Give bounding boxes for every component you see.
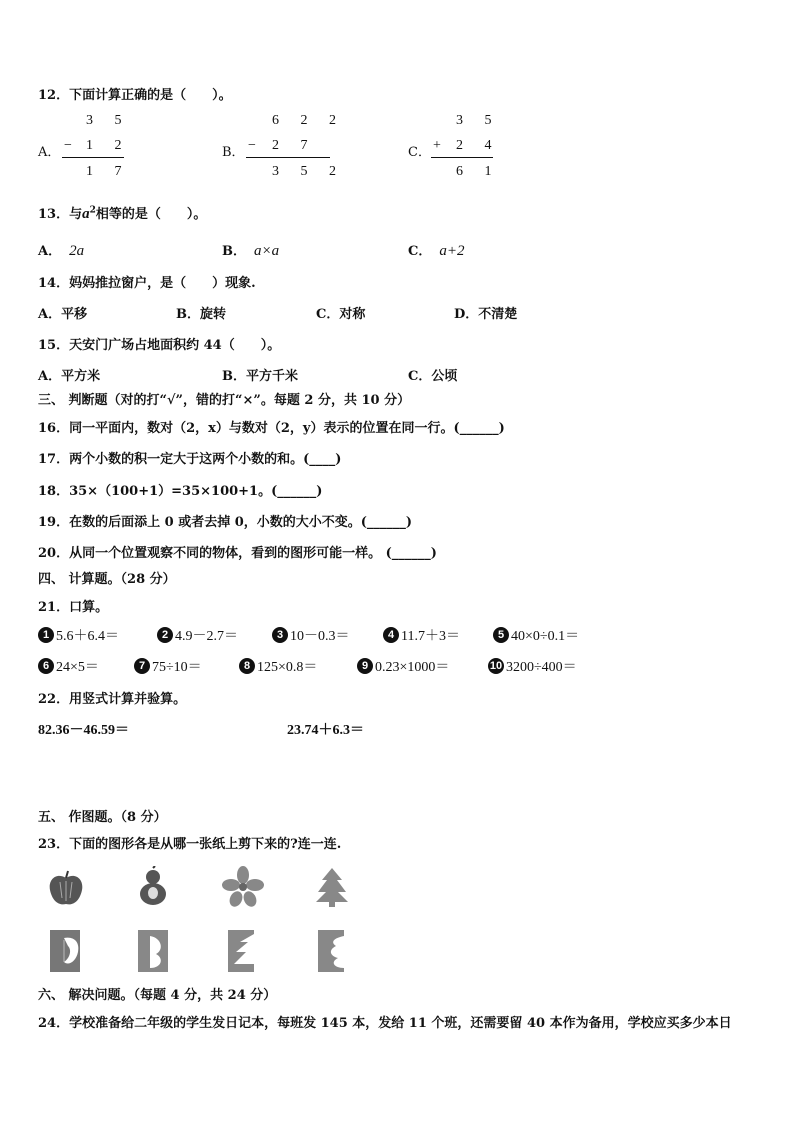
- vertical-rule: [246, 157, 330, 158]
- circled-number: 6: [38, 658, 54, 674]
- q13-exponent: 2: [89, 205, 96, 216]
- oral-item: [493, 625, 579, 645]
- q13-stem-suffix: 相等的是（ ）。: [95, 207, 207, 222]
- paper-cutout-3-icon: [226, 928, 256, 974]
- q13-option-a: [38, 240, 84, 260]
- option-label: B．: [222, 244, 246, 259]
- apple-cutout-icon: [46, 868, 86, 908]
- section-6-heading: 六、 解决问题。（每题 4 分，共 24 分）: [38, 988, 277, 1003]
- option-label: C．: [408, 244, 432, 259]
- vertical-result: 3 5 2: [272, 164, 345, 179]
- q14-option-b: B．旋转: [176, 307, 226, 322]
- vertical-top: 6 2 2: [272, 113, 345, 128]
- vertical-result: 1 7: [86, 164, 131, 179]
- oral-item: [272, 625, 350, 645]
- circled-number: 10: [489, 660, 503, 672]
- oral-expression: 0.23×1000＝: [375, 660, 450, 675]
- circled-number: 1: [38, 627, 54, 643]
- vertical-mid: 1 2: [86, 138, 131, 153]
- oral-item: [157, 625, 238, 645]
- vertical-top: 3 5: [86, 113, 131, 128]
- oral-item: [488, 656, 577, 676]
- q13-stem: [38, 203, 206, 223]
- q20: 20．从同一个位置观察不同的物体，看到的图形可能一样。 (______): [38, 546, 437, 561]
- q18: 18．35×（100+1）=35×100+1。(______): [38, 484, 323, 499]
- option-value: a+2: [439, 243, 465, 259]
- q17: 17．两个小数的积一定大于这两个小数的和。(____): [38, 452, 342, 467]
- section-4-heading: 四、 计算题。（28 分）: [38, 572, 176, 587]
- vertical-top: 3 5: [456, 113, 501, 128]
- paper-cutout-1-icon: [48, 928, 82, 974]
- vertical-result: 6 1: [456, 164, 501, 179]
- oral-expression: 3200÷400＝: [506, 660, 577, 675]
- q24: 24．学校准备给二年级的学生发日记本，每班发 145 本，发给 11 个班，还需要留 40 本作为备用，学校应买多少本日: [38, 1016, 732, 1031]
- oral-item: [38, 625, 119, 645]
- vertical-mid: 2 4: [456, 138, 501, 153]
- flower-cutout-icon: [222, 866, 264, 908]
- q21-stem: 21．口算。: [38, 600, 109, 615]
- oral-expression: 40×0÷0.1＝: [511, 629, 580, 644]
- oral-expression: 11.7＋3＝: [401, 629, 460, 644]
- option-label: B．: [222, 145, 245, 160]
- tree-cutout-icon: [314, 866, 350, 908]
- oral-item: [239, 656, 317, 676]
- q15-option-a: A．平方米: [38, 369, 101, 384]
- option-label: A．: [38, 244, 62, 259]
- q19: 19．在数的后面添上 0 或者去掉 0，小数的大小不变。(______): [38, 515, 413, 530]
- oral-item: [38, 656, 99, 676]
- option-label: C．: [408, 145, 431, 160]
- q13-stem-prefix: 13．与: [38, 207, 83, 222]
- option-value: a×a: [254, 243, 280, 259]
- option-value: 2a: [69, 243, 85, 259]
- vertical-op: +: [433, 138, 450, 153]
- vertical-rule: [62, 157, 124, 158]
- q23-stem: 23．下面的图形各是从哪一张纸上剪下来的?连一连.: [38, 837, 342, 852]
- q13-var: a: [82, 206, 90, 222]
- oral-expression: 24×5＝: [56, 660, 99, 675]
- gourd-cutout-icon: [136, 866, 170, 908]
- circled-number: 5: [493, 627, 509, 643]
- q22-expression-2: 23.74＋6.3＝: [287, 723, 364, 738]
- oral-expression: 10－0.3＝: [290, 629, 350, 644]
- paper-cutout-4-icon: [316, 928, 346, 974]
- circled-number: 2: [157, 627, 173, 643]
- q15-option-c: C．公顷: [408, 369, 458, 384]
- q14-option-a: A．平移: [38, 307, 88, 322]
- q16: 16．同一平面内，数对（2，x）与数对（2，y）表示的位置在同一行。(______): [38, 421, 505, 436]
- oral-expression: 5.6＋6.4＝: [56, 629, 119, 644]
- section-5-heading: 五、 作图题。（8 分）: [38, 810, 167, 825]
- oral-item: [357, 656, 449, 676]
- circled-number: 8: [239, 658, 255, 674]
- q14-option-d: D．不清楚: [454, 307, 518, 322]
- q15-option-b: B．平方千米: [222, 369, 298, 384]
- vertical-op: −: [64, 138, 81, 153]
- vertical-rule: [431, 157, 493, 158]
- circled-number: 9: [357, 658, 373, 674]
- circled-number: 3: [272, 627, 288, 643]
- oral-item: [383, 625, 460, 645]
- option-label: A．: [38, 145, 61, 160]
- q15-stem: 15．天安门广场占地面积约 44（ ）。: [38, 338, 281, 353]
- oral-expression: 4.9－2.7＝: [175, 629, 238, 644]
- oral-expression: 125×0.8＝: [257, 660, 318, 675]
- circled-number: 4: [383, 627, 399, 643]
- oral-expression: 75÷10＝: [152, 660, 202, 675]
- paper-cutout-2-icon: [136, 928, 170, 974]
- q14-option-c: C．对称: [316, 307, 366, 322]
- oral-item: [134, 656, 202, 676]
- q12-stem: 12．下面计算正确的是（ ）。: [38, 88, 232, 103]
- circled-number: 7: [134, 658, 150, 674]
- q13-option-b: [222, 240, 279, 260]
- vertical-op: −: [248, 138, 265, 153]
- q13-option-c: [408, 240, 464, 260]
- section-3-heading: 三、 判断题（对的打“√”，错的打“×”。每题 2 分，共 10 分）: [38, 393, 411, 408]
- vertical-mid: 2 7: [272, 138, 317, 153]
- q22-expression-1: 82.36－46.59＝: [38, 723, 129, 738]
- q14-stem: 14．妈妈推拉窗户，是（ ）现象.: [38, 276, 256, 291]
- q22-stem: 22．用竖式计算并验算。: [38, 692, 187, 707]
